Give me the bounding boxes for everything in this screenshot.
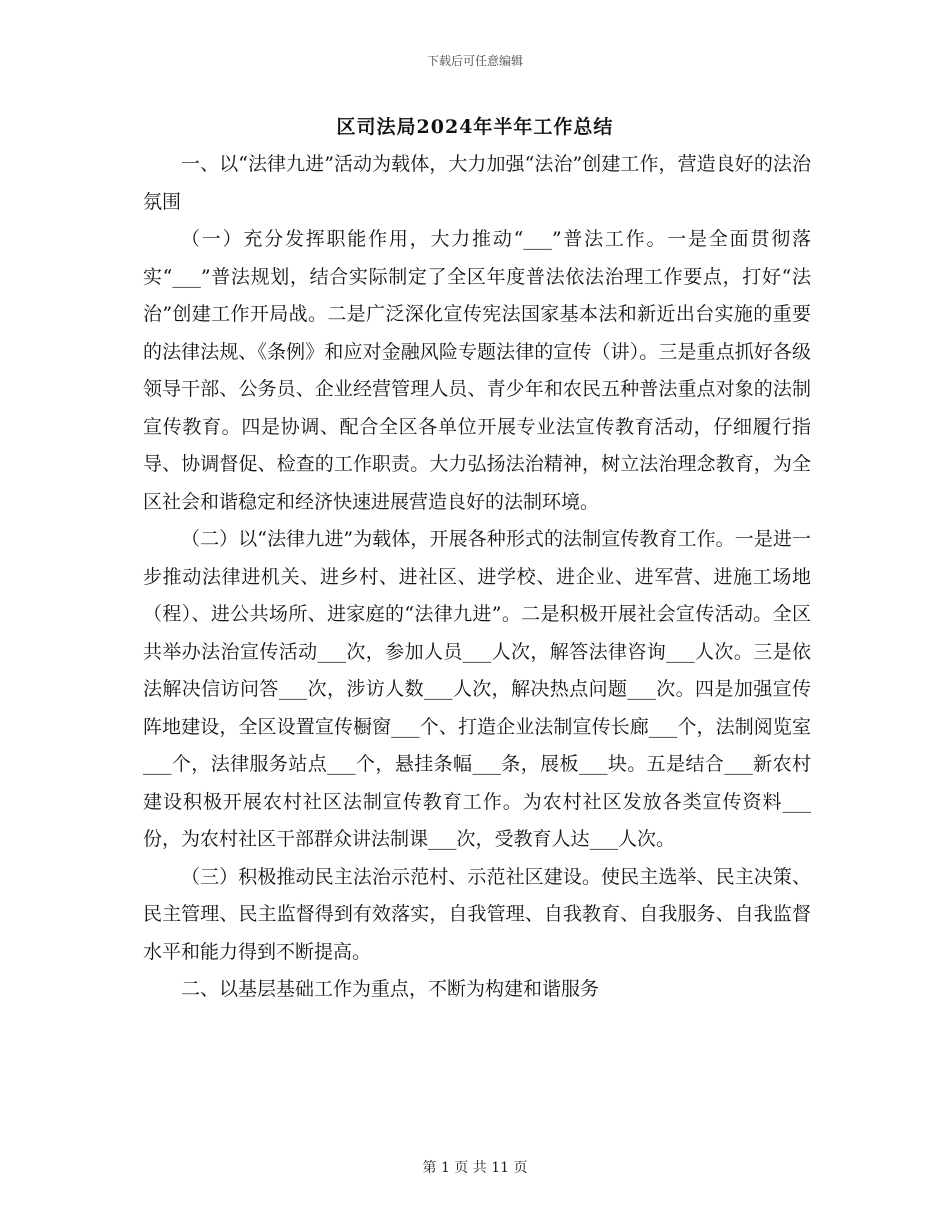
document-title: 区司法局2024年半年工作总结	[336, 116, 614, 138]
paragraph-3: （三）积极推动民主法治示范村、示范社区建设。使民主选举、民主决策、民主管理、民主监督得到有效落实，自我管理、自我教育、自我服务、自我监督水平和能力得到不断提高。	[143, 865, 811, 963]
section-heading-1: 一、以“法律九进”活动为载体，大力加强“法治”创建工作，营造良好的法治氛围	[143, 153, 811, 213]
paragraph-2: （二）以“法律九进”为载体，开展各种形式的法制宣传教育工作。一是进一步推动法律进机关、进乡村、进社区、进学校、进企业、进军营、进施工场地（程）、进公共场所、进家庭的“法律九进”。二是积极开展社会宣传活动。全区共举办法治宣传活动___次，参加人员___人次，解答法律咨询___人次。三是依法解决信访问答___次，涉访人数___人次，解决热点问题___次。四是加强宣传阵地建设，全区设置宣传橱窗___个、打造企业法制宣传长廊___个，法制阅览室___个，法律服务站点___个，悬挂条幅___条，展板___块。五是结合___新农村建设积极开展农村社区法制宣传教育工作。为农村社区发放各类宣传资料___份，为农村社区干部群众讲法制课___次，受教育人达___人次。	[143, 528, 811, 850]
paragraph-1: （一）充分发挥职能作用，大力推动“___”普法工作。一是全面贯彻落实“___”普法规划，结合实际制定了全区年度普法依法治理工作要点，打好“法治”创建工作开局战。二是广泛深化宣传宪法国家基本法和新近出台实施的重要的法律法规、《条例》和应对金融风险专题法律的宣传（讲）。三是重点抓好各级领导干部、公务员、企业经营管理人员、青少年和农民五种普法重点对象的法制宣传教育。四是协调、配合全区各单位开展专业法宣传教育活动，仔细履行指导、协调督促、检查的工作职责。大力弘扬法治精神，树立法治理念教育，为全区社会和谐稳定和经济快速进展营造良好的法制环境。	[143, 228, 811, 513]
page-header-note: 下载后可任意编辑	[426, 54, 523, 68]
document-body	[143, 146, 811, 1009]
page-number-footer: 第 1 页 共 11 页	[422, 1160, 528, 1176]
section-heading-2: 二、以基层基础工作为重点，不断为构建和谐服务	[181, 978, 600, 1000]
